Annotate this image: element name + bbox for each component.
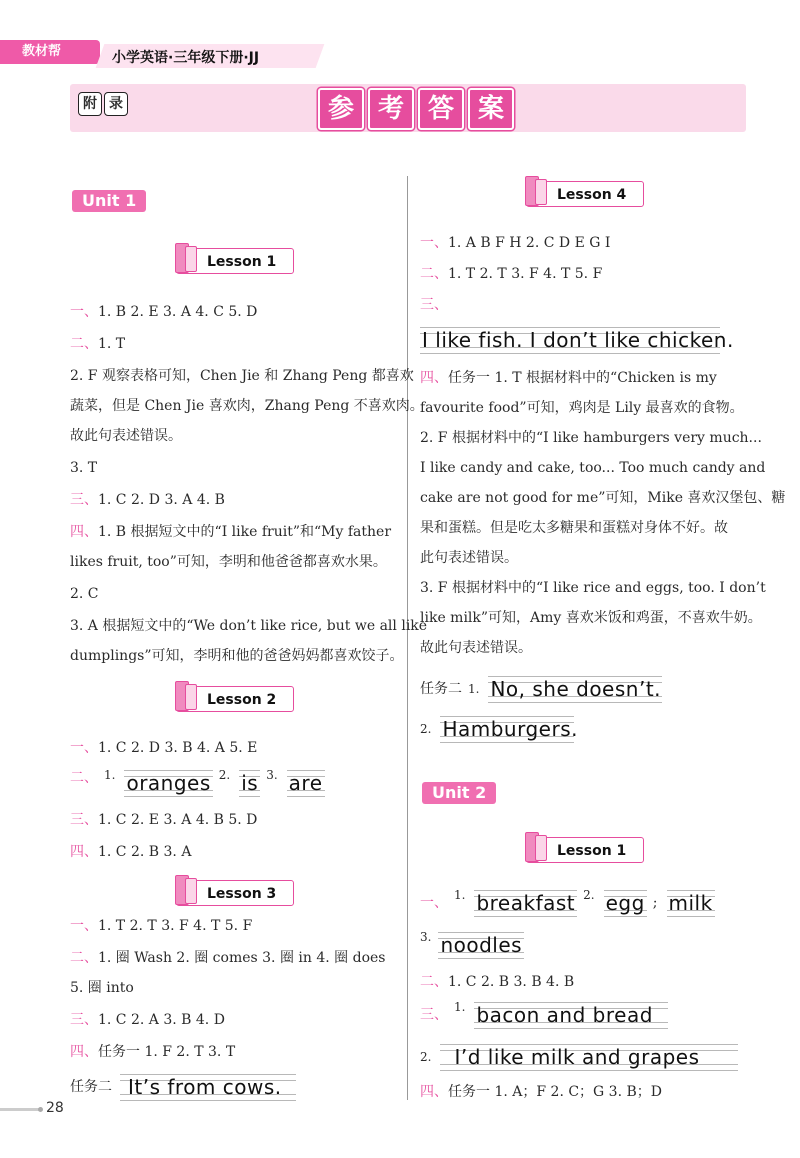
answer-line: 1. C 2. B 3. B 4. B <box>448 974 575 990</box>
section-marker: 四、 <box>420 370 448 386</box>
section-marker: 二、 <box>420 266 448 282</box>
lesson-label <box>176 686 294 712</box>
answer-line: 3. A 根据短文中的“We don’t like rice, but we all like <box>70 618 428 634</box>
answer-line: 故此句表述错误。 <box>420 640 532 656</box>
answer-line: like milk”可知，Amy 喜欢米饭和鸡蛋，不喜欢牛奶。 <box>420 610 762 626</box>
answer-line: 1. C 2. E 3. A 4. B 5. D <box>98 812 258 828</box>
section-marker: 一、 <box>420 235 448 251</box>
title-char: 考 <box>368 88 414 130</box>
answer-line: 1. 圈 Wash 2. 圈 comes 3. 圈 in 4. 圈 does <box>98 950 386 966</box>
lesson-label <box>176 248 294 274</box>
title-char: 答 <box>418 88 464 130</box>
answer-row <box>420 264 602 284</box>
answer-line: 故此句表述错误。 <box>70 428 182 444</box>
page-title <box>318 88 514 130</box>
item-number: 1. <box>454 1000 466 1014</box>
item-number: 1. <box>468 682 480 696</box>
appendix-label <box>78 92 128 116</box>
handwritten-answer: bacon and bread <box>474 1000 668 1030</box>
item-number: 2. <box>583 888 595 902</box>
answer-line: 3. F 根据材料中的“I like rice and eggs, too. I don’t <box>420 580 766 596</box>
lesson-title: Lesson 1 <box>557 843 627 859</box>
handwritten-answer: No, she doesn’t. <box>488 674 662 704</box>
book-icon-page <box>185 246 197 272</box>
book-title: 小学英语·三年级下册·JJ <box>112 50 260 66</box>
section-marker: 四、 <box>70 524 98 540</box>
answer-line: favourite food”可知，鸡肉是 Lily 最喜欢的食物。 <box>420 400 744 416</box>
lesson-4-reading-answers <box>420 368 785 668</box>
appendix-char: 附 <box>78 92 102 116</box>
lesson-1-answers <box>70 302 427 676</box>
item-separator: ; <box>652 895 658 911</box>
answer-line: 1. A B F H 2. C D E G I <box>448 235 611 251</box>
answer-row <box>420 1000 668 1030</box>
answer-row <box>70 810 257 830</box>
section-marker: 二、 <box>70 336 98 352</box>
answer-line: 1. C 2. B 3. A <box>98 844 192 860</box>
answer-line: 2. C <box>70 586 99 602</box>
lesson-3-answers <box>70 916 385 1072</box>
answer-line: 果和蛋糕。但是吃太多糖果和蛋糕对身体不好。故 <box>420 520 728 536</box>
lesson-label <box>526 181 644 207</box>
answer-line: 任务一 1. A；F 2. C；G 3. B；D <box>448 1084 663 1100</box>
answer-row <box>70 842 191 862</box>
handwritten-answer: oranges <box>124 768 212 798</box>
section-marker: 三、 <box>70 812 98 828</box>
item-number: 2. <box>420 1050 432 1064</box>
item-number: 2. <box>218 768 231 782</box>
section-marker: 四、 <box>70 1044 98 1060</box>
book-icon-page <box>185 684 197 710</box>
book-icon-page <box>185 878 197 904</box>
item-number: 3. <box>266 768 278 782</box>
item-number: 3. <box>420 930 432 944</box>
section-marker: 一、 <box>70 304 98 320</box>
item-number: 1. <box>104 768 116 782</box>
answer-line: 3. T <box>70 460 98 476</box>
unit-2-heading: Unit 2 <box>422 782 496 804</box>
answer-row <box>70 768 325 798</box>
section-marker: 二、 <box>420 974 448 990</box>
handwritten-answer: are <box>287 768 325 798</box>
answer-row <box>70 738 257 758</box>
answer-line: 5. 圈 into <box>70 980 134 996</box>
page-bar <box>0 1108 40 1111</box>
answer-line: cake are not good for me”可知，Mike 喜欢汉堡包、糖 <box>420 490 786 506</box>
answer-row <box>420 1082 662 1102</box>
title-char: 参 <box>318 88 364 130</box>
page-dot <box>38 1107 43 1112</box>
answer-line: 2. F 根据材料中的“I like hamburgers very much... <box>420 430 762 446</box>
answer-line: 1. C 2. D 3. B 4. A 5. E <box>98 740 258 756</box>
section-marker: 一、 <box>70 740 98 756</box>
answer-line: 1. C 2. D 3. A 4. B <box>98 492 225 508</box>
answer-line: 1. T <box>98 336 126 352</box>
answer-line: I like candy and cake, too... Too much candy and <box>420 460 766 476</box>
appendix-char: 录 <box>104 92 128 116</box>
answer-line: 任务一 1. T 根据材料中的“Chicken is my <box>448 370 717 386</box>
handwritten-answer: breakfast <box>474 888 577 918</box>
answer-line: 任务一 1. F 2. T 3. T <box>98 1044 236 1060</box>
handwritten-answer: I like fish. I don’t like chicken. <box>420 325 720 355</box>
handwritten-answer: noodles <box>438 930 524 960</box>
answer-row <box>420 674 662 704</box>
section-marker: 一、 <box>420 895 448 911</box>
task-label: 任务二 <box>70 1079 112 1095</box>
answer-line: 2. F 观察表格可知，Chen Jie 和 Zhang Peng 都喜欢 <box>70 368 414 384</box>
section-marker: 三、 <box>70 1012 98 1028</box>
answer-row <box>420 1042 738 1072</box>
task-label: 任务二 <box>420 681 462 697</box>
page-number: 28 <box>46 1100 64 1116</box>
answer-line: 1. B 2. E 3. A 4. C 5. D <box>98 304 258 320</box>
answer-line: 1. B 根据短文中的“I like fruit”和“My father <box>98 524 392 540</box>
lesson-label <box>526 837 644 863</box>
section-marker: 三、 <box>70 492 98 508</box>
answer-line: 蔬菜，但是 Chen Jie 喜欢肉，Zhang Peng 不喜欢肉。 <box>70 398 424 414</box>
handwritten-answer: is <box>239 768 260 798</box>
answer-row <box>420 930 524 960</box>
section-marker: 三、 <box>420 1007 448 1023</box>
section-marker: 二、 <box>70 770 98 786</box>
handwritten-answer: It’s from cows. <box>120 1072 296 1102</box>
item-number: 1. <box>454 888 466 902</box>
answer-line: 1. C 2. A 3. B 4. D <box>98 1012 225 1028</box>
unit-1-heading: Unit 1 <box>72 190 146 212</box>
answer-line: 1. T 2. T 3. F 4. T 5. F <box>98 918 253 934</box>
answer-line: 1. T 2. T 3. F 4. T 5. F <box>448 266 603 282</box>
lesson-title: Lesson 4 <box>557 187 627 203</box>
handwritten-answer: milk <box>667 888 715 918</box>
item-number: 2. <box>420 722 432 736</box>
section-marker: 三、 <box>420 297 448 313</box>
book-tag: 教材帮 <box>0 40 100 64</box>
answer-row <box>420 233 610 253</box>
answer-row <box>420 714 578 744</box>
book-icon-page <box>535 179 547 205</box>
title-char: 案 <box>468 88 514 130</box>
handwritten-answer: Hamburgers. <box>440 714 574 744</box>
answer-line: 此句表述错误。 <box>420 550 518 566</box>
section-marker: 四、 <box>420 1084 448 1100</box>
section-marker: 四、 <box>70 844 98 860</box>
section-marker: 二、 <box>70 950 98 966</box>
book-icon-page <box>535 835 547 861</box>
handwritten-answer: I’d like milk and grapes <box>440 1042 738 1072</box>
lesson-title: Lesson 3 <box>207 886 277 902</box>
answer-line: dumplings”可知，李明和他的爸爸妈妈都喜欢饺子。 <box>70 648 404 664</box>
answer-line: likes fruit, too”可知，李明和他爸爸都喜欢水果。 <box>70 554 387 570</box>
handwritten-answer: egg <box>604 888 647 918</box>
lesson-title: Lesson 2 <box>207 692 277 708</box>
answer-row <box>70 1072 296 1102</box>
answer-row <box>420 888 715 918</box>
lesson-title: Lesson 1 <box>207 254 277 270</box>
lesson-label <box>176 880 294 906</box>
section-marker: 一、 <box>70 918 98 934</box>
answer-row <box>420 972 574 992</box>
